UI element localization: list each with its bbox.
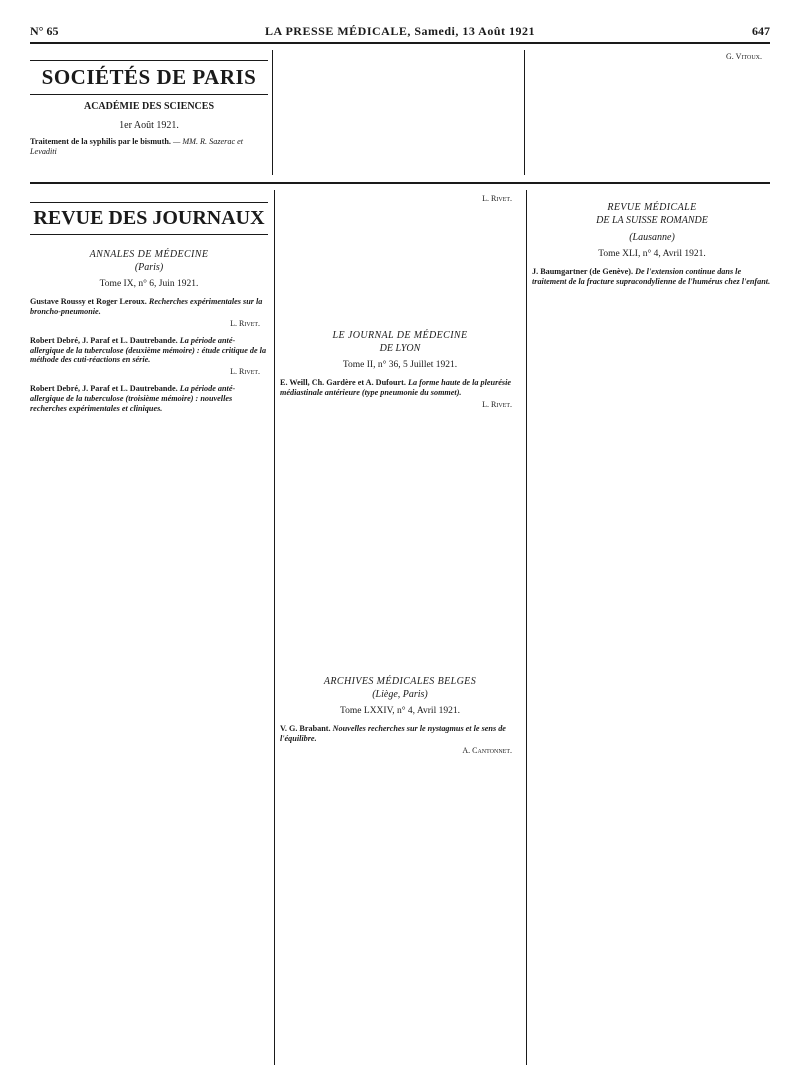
journal-name: ARCHIVES MÉDICALES BELGES	[323, 676, 477, 687]
societes-section	[30, 50, 268, 157]
societes-item-authors: — MM. R. Sazerac et Levaditi	[30, 137, 244, 156]
item-authors: Robert Debré, J. Paraf et L. Dautrebande.	[30, 384, 178, 394]
item-authors: E. Weill, Ch. Gardère et A. Dufourt.	[280, 378, 406, 387]
signature: L. Rivet.	[482, 399, 512, 409]
journal-issue: Tome II, n° 36, 5 Juillet 1921.	[342, 360, 458, 370]
societes-continuation-col2	[280, 50, 518, 52]
item-title: La période anté-allergique de la tuberculose (troisième mémoire) : nouvelles recherches expérimentales et cliniques.	[30, 384, 236, 413]
belges-section	[280, 672, 520, 763]
journal-city: DE LA SUISSE ROMANDE	[596, 215, 708, 226]
signature: L. Rivet.	[482, 194, 512, 203]
revue-des-journaux-title: REVUE DES JOURNAUX	[30, 202, 268, 235]
journal-masthead: LA PRESSE MÉDICALE, Samedi, 13 Août 1921	[264, 24, 536, 38]
column-1	[30, 192, 268, 420]
signature: L. Rivet.	[230, 367, 260, 377]
column-rule	[524, 50, 525, 175]
review-item	[30, 297, 268, 328]
issue-number: N° 65	[30, 24, 59, 38]
signature: L. Rivet.	[230, 318, 260, 328]
journal-city: (Liège, Paris)	[372, 689, 428, 700]
item-title: Recherches expérimentales sur la broncho-pneumonie.	[30, 297, 263, 316]
journal-name: ANNALES DE MÉDECINE	[89, 249, 209, 260]
column-rule	[274, 190, 275, 1065]
item-authors: Robert Debré, J. Paraf et L. Dautrebande.	[30, 335, 178, 345]
journal-name: REVUE MÉDICALE	[607, 202, 697, 213]
journal-place: (Lausanne)	[629, 232, 675, 243]
journal-city: DE LYON	[379, 343, 421, 354]
column-2	[280, 192, 520, 755]
column-rule	[272, 50, 273, 175]
column-3	[532, 192, 772, 289]
societes-item-title: Traitement de la syphilis par le bismuth.	[30, 137, 171, 146]
page-number: 647	[752, 24, 770, 38]
section-rule	[30, 182, 770, 184]
review-item	[30, 336, 268, 377]
running-header	[30, 22, 770, 44]
journal-name: LE JOURNAL DE MÉDECINE	[332, 330, 468, 341]
societes-continuation-col3	[532, 50, 770, 69]
item-title: La période anté-allergique de la tuberculose (deuxième mémoire) : étude critique de la méthode des cuti-réactions en série.	[30, 335, 267, 365]
journal-issue: Tome IX, n° 6, Juin 1921.	[99, 279, 199, 289]
item-authors: J. Baumgartner (de Genève).	[532, 267, 634, 276]
journal-city: (Paris)	[134, 262, 164, 273]
societes-title: SOCIÉTÉS DE PARIS	[30, 60, 268, 95]
signature: G. Vitoux.	[726, 52, 762, 61]
item-title: De l'extension continue dans le traitement de la fracture supracondylienne de l'humérus chez l'enfant.	[532, 267, 771, 286]
review-item	[30, 384, 268, 414]
column-rule	[526, 190, 527, 1065]
societes-band	[30, 50, 770, 175]
journal-issue: Tome LXXIV, n° 4, Avril 1921.	[340, 706, 460, 716]
academie-heading: ACADÉMIE DES SCIENCES	[83, 101, 215, 112]
item-title: Nouvelles recherches sur le nystagmus et le sens de l'équilibre.	[280, 724, 506, 743]
item-authors: Gustave Roussy et Roger Leroux.	[30, 297, 147, 306]
signature: A. Cantonnet.	[462, 745, 512, 755]
item-title: La forme haute de la pleurésie médiastinale antérieure (type pneumonie du sommet).	[280, 378, 511, 397]
lyon-section	[280, 326, 520, 417]
journal-issue: Tome XLI, n° 4, Avril 1921.	[598, 249, 706, 259]
seance-date: 1er Août 1921.	[119, 120, 179, 131]
item-authors: V. G. Brabant.	[280, 724, 331, 733]
societes-item-heading	[30, 137, 268, 157]
